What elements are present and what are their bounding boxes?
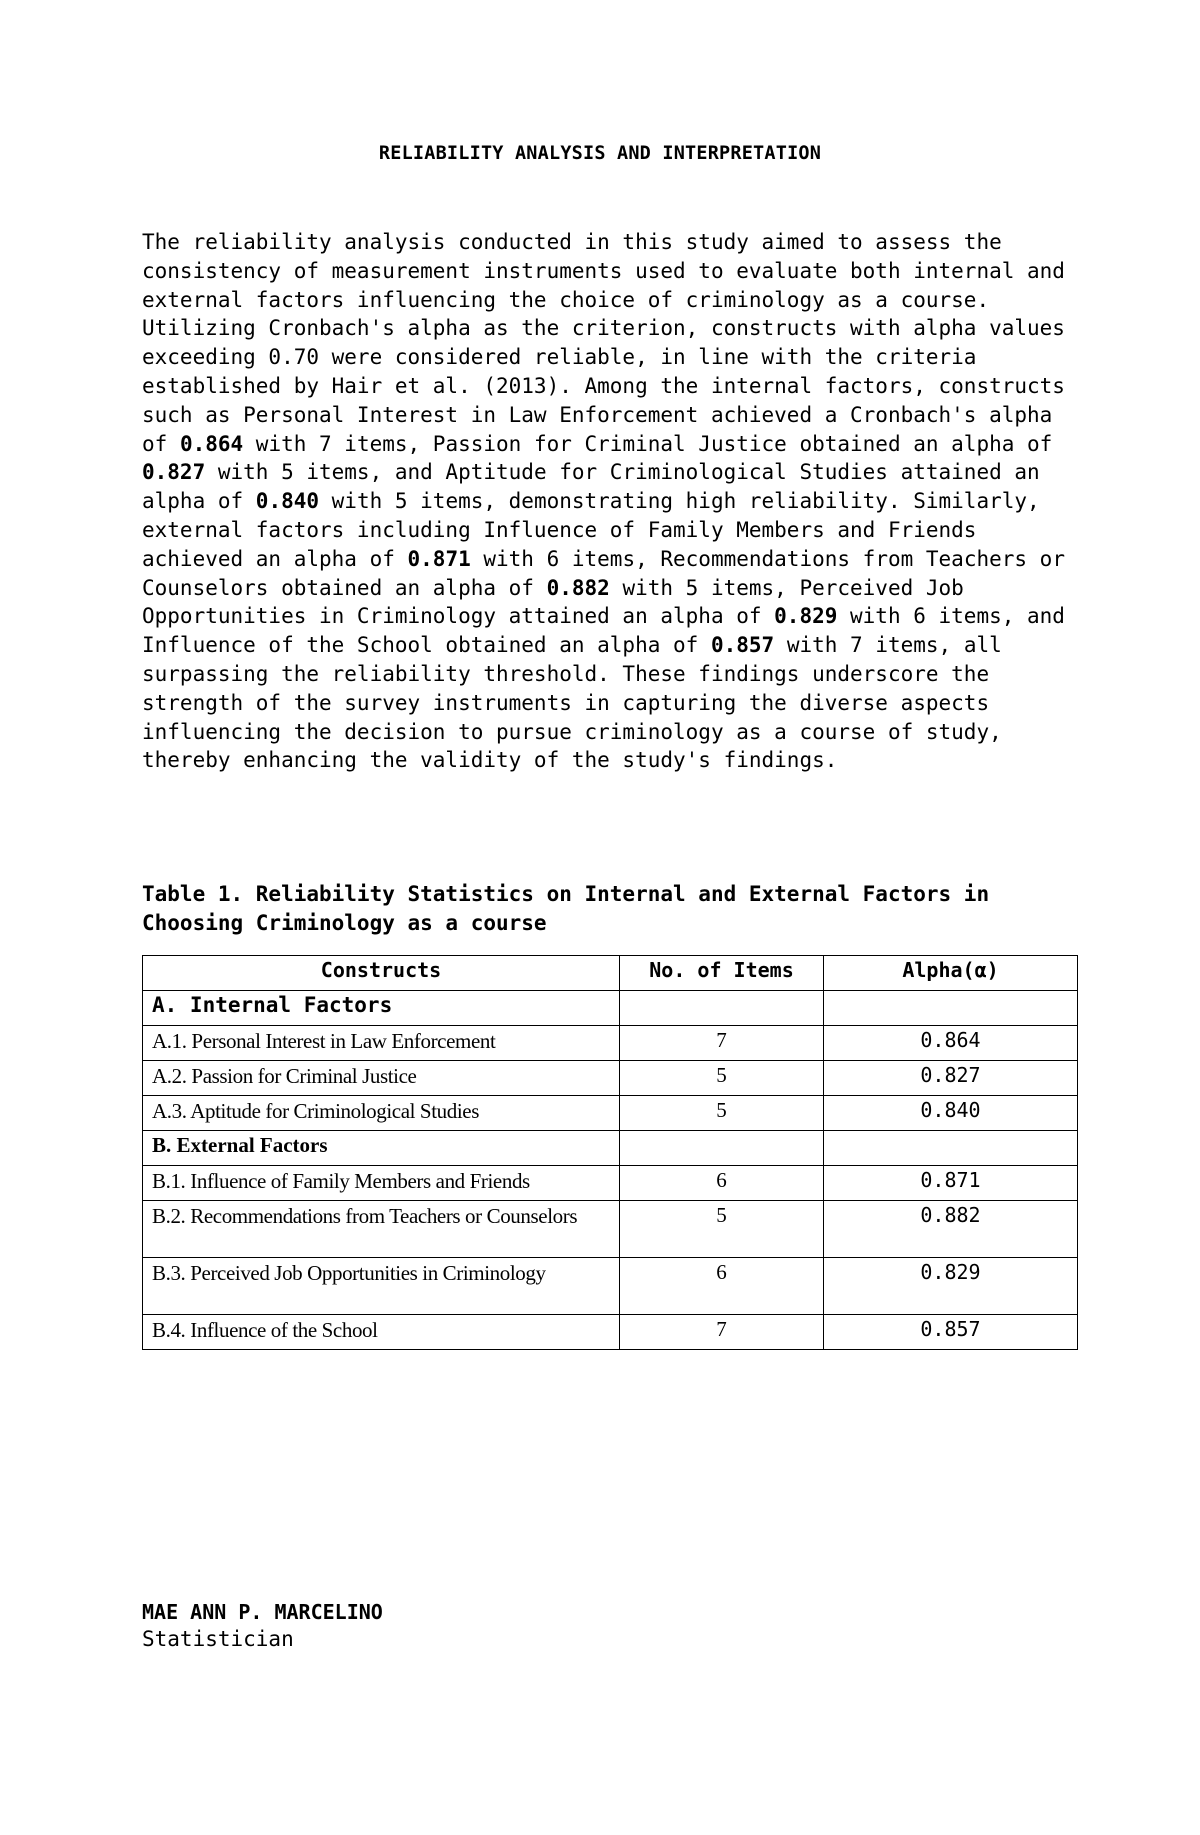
group-label: A. Internal Factors xyxy=(143,991,620,1026)
empty-cell xyxy=(620,991,824,1026)
alpha-cell: 0.882 xyxy=(824,1201,1078,1258)
items-cell: 5 xyxy=(620,1061,824,1096)
alpha-cell: 0.827 xyxy=(824,1061,1078,1096)
items-cell: 7 xyxy=(620,1315,824,1350)
alpha-value-highlight: 0.827 xyxy=(142,460,206,485)
empty-cell xyxy=(824,1131,1078,1166)
signatory-name: MAE ANN P. MARCELINO xyxy=(142,1600,383,1624)
group-row-external xyxy=(143,1131,1078,1166)
alpha-cell: 0.840 xyxy=(824,1096,1078,1131)
construct-cell: B.3. Perceived Job Opportunities in Criminology xyxy=(143,1258,620,1315)
paragraph-text: The reliability analysis conducted in this study aimed to assess the consistency of measurement instruments used to evaluate both internal and external factors influencing the choice of criminology as a course. Utilizing Cronbach's alpha as the criterion, constructs with alpha values exceeding 0.70 were considered reliable, in line with the criteria established by Hair et al. (2013). Among the internal factors, constructs such as Personal Interest in Law Enforcement achieved a Cronbach's alpha of xyxy=(142,230,1065,456)
items-cell: 6 xyxy=(620,1258,824,1315)
header-constructs: Constructs xyxy=(143,956,620,991)
document-title: RELIABILITY ANALYSIS AND INTERPRETATION xyxy=(378,143,822,164)
alpha-value-highlight: 0.871 xyxy=(407,546,471,571)
alpha-cell: 0.857 xyxy=(824,1315,1078,1350)
construct-cell: B.2. Recommendations from Teachers or Counselors xyxy=(143,1201,620,1258)
paragraph-text: with 5 items, demonstrating high reliability. Similarly, external factors including Influence of Family Members and Friends achieved an alpha of xyxy=(142,489,1040,571)
signatory-role: Statistician xyxy=(142,1627,294,1651)
alpha-value-highlight: 0.857 xyxy=(710,633,775,658)
items-cell: 5 xyxy=(620,1201,824,1258)
header-no-of-items: No. of Items xyxy=(620,956,824,991)
table-row xyxy=(143,1201,1078,1258)
paragraph-text: with 5 items, Perceived Job Opportunities in Criminology attained an alpha of xyxy=(142,575,964,629)
paragraph-text: with 6 items, Recommendations from Teachers or Counselors obtained an alpha of xyxy=(142,546,1065,600)
alpha-value-highlight: 0.864 xyxy=(179,431,244,456)
construct-cell: A.2. Passion for Criminal Justice xyxy=(143,1061,620,1096)
alpha-value-highlight: 0.882 xyxy=(546,575,610,600)
paragraph-text: with 7 items, Passion for Criminal Justice obtained an alpha of xyxy=(243,431,1053,456)
header-alpha: Alpha(α) xyxy=(824,956,1078,991)
construct-cell: B.1. Influence of Family Members and Friends xyxy=(143,1166,620,1201)
alpha-value-highlight: 0.840 xyxy=(255,489,320,514)
table-caption: Table 1. Reliability Statistics on Internal and External Factors in Choosing Criminology as a course xyxy=(142,882,990,935)
alpha-value-highlight: 0.829 xyxy=(774,604,838,629)
alpha-cell: 0.864 xyxy=(824,1026,1078,1061)
paragraph-text: with 7 items, all surpassing the reliability threshold. These findings underscore the strength of the survey instruments in capturing the diverse aspects influencing the decision to pursue criminology as a course of study, thereby enhancing the validity of the study's findings. xyxy=(142,633,1002,773)
alpha-cell: 0.829 xyxy=(824,1258,1078,1315)
alpha-cell: 0.871 xyxy=(824,1166,1078,1201)
empty-cell xyxy=(824,991,1078,1026)
table-row xyxy=(143,1258,1078,1315)
construct-cell: B.4. Influence of the School xyxy=(143,1315,620,1350)
paragraph-text: with 5 items, and Aptitude for Criminological Studies attained an alpha of xyxy=(142,460,1040,514)
body-paragraph xyxy=(142,228,1077,775)
reliability-table xyxy=(142,955,1078,1350)
construct-cell: A.3. Aptitude for Criminological Studies xyxy=(143,1096,620,1131)
construct-cell: A.1. Personal Interest in Law Enforcement xyxy=(143,1026,620,1061)
table-row xyxy=(143,1096,1078,1131)
table-header-row xyxy=(143,956,1078,991)
table-row xyxy=(143,1315,1078,1350)
group-label: B. External Factors xyxy=(143,1131,620,1166)
items-cell: 5 xyxy=(620,1096,824,1131)
table-row xyxy=(143,1026,1078,1061)
table-row xyxy=(143,1061,1078,1096)
paragraph-text: with 6 items, and Influence of the School obtained an alpha of xyxy=(142,604,1065,658)
items-cell: 6 xyxy=(620,1166,824,1201)
items-cell: 7 xyxy=(620,1026,824,1061)
table-row xyxy=(143,1166,1078,1201)
empty-cell xyxy=(620,1131,824,1166)
group-row-internal xyxy=(143,991,1078,1026)
